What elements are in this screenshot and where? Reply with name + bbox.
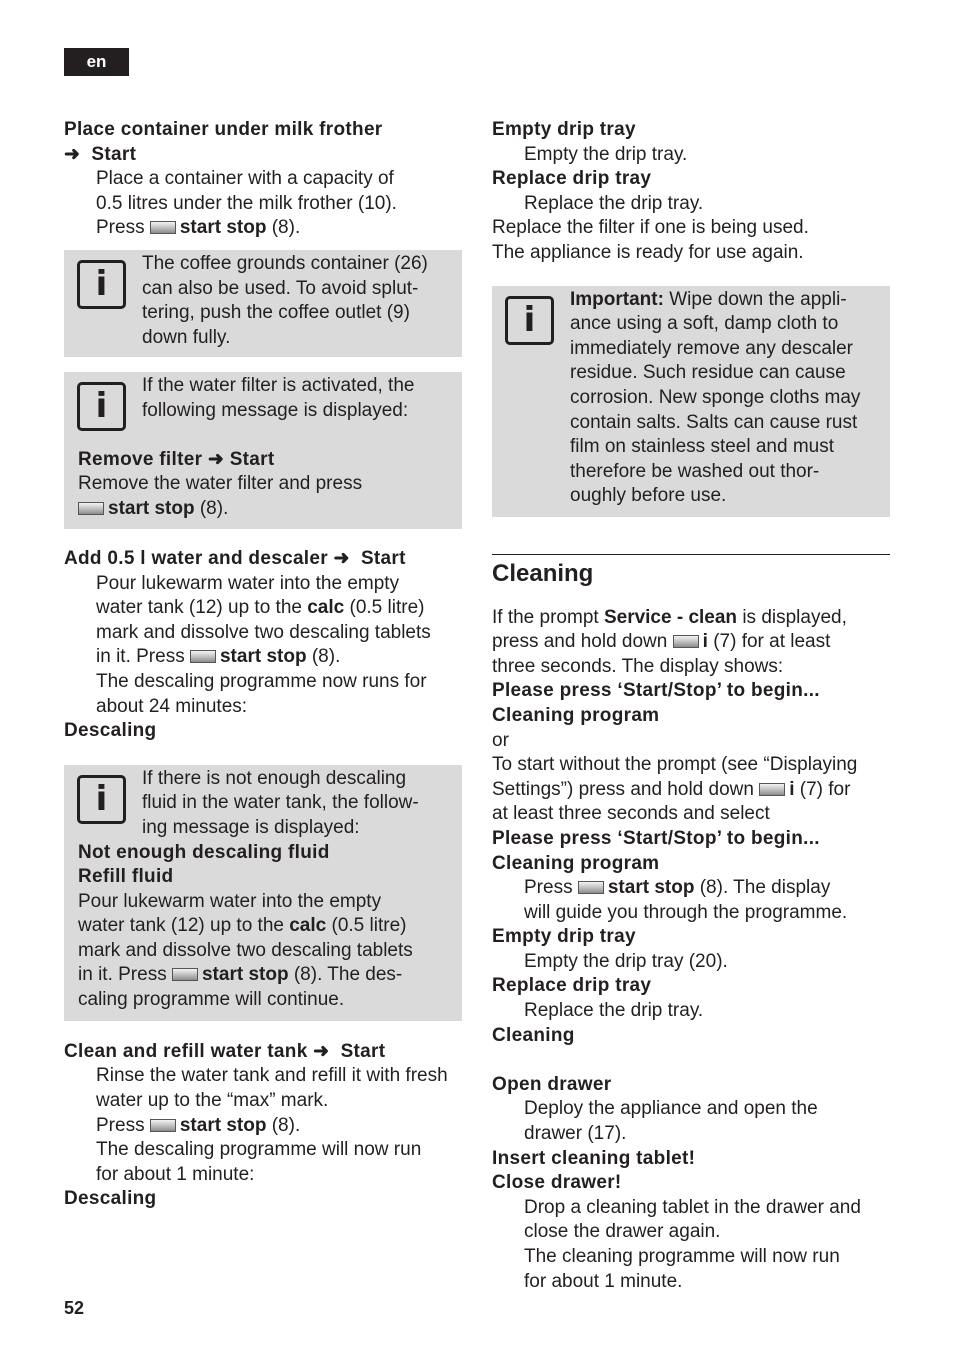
body-text: If the prompt [492, 606, 599, 628]
info-text: water tank (12) up to the [78, 915, 284, 937]
step-text: The appliance is ready for use again. [492, 241, 804, 263]
step-text: Place a container with a capacity of [96, 168, 394, 190]
display-status: Descaling [64, 720, 157, 742]
info-text: Pour lukewarm water into the empty [78, 890, 382, 912]
step-text: mark and dissolve two descaling tablets [96, 621, 431, 643]
i-button-icon [673, 635, 699, 648]
step-text: Drop a cleaning tablet in the drawer and [524, 1196, 861, 1218]
step-text: for about 1 minute: [96, 1163, 255, 1185]
right-arrow-icon: ➜ [313, 1040, 330, 1062]
info-icon: i [77, 382, 126, 431]
display-message: Close drawer! [492, 1172, 622, 1194]
body-text: (7) for [799, 778, 851, 800]
step-title: Place container under milk frother [64, 119, 383, 140]
start-label: Start [91, 143, 137, 165]
start-stop-button-icon [150, 1119, 176, 1132]
display-message: Cleaning [492, 1024, 575, 1046]
info-box-important [492, 286, 890, 517]
step-title: Clean and refill water tank [64, 1040, 308, 1062]
start-stop-button-icon [78, 502, 104, 515]
display-message: Empty drip tray [492, 926, 636, 948]
info-text: (0.5 litre) [331, 915, 407, 937]
display-message: Refill fluid [78, 866, 174, 888]
info-text: Remove the water filter and press [78, 473, 363, 495]
press-text: Press [524, 877, 573, 899]
info-icon: i [77, 260, 126, 309]
step-title: Add 0.5 l water and descaler [64, 547, 328, 569]
cleaning-section [492, 606, 890, 1295]
right-column [492, 118, 890, 1294]
display-message: Open drawer [492, 1073, 612, 1095]
info-text: oughly before use. [570, 485, 727, 507]
info-icon: i [505, 296, 554, 345]
start-stop-button-icon [172, 968, 198, 981]
important-label: Important: [570, 288, 664, 310]
info-text: mark and dissolve two descaling tablets [78, 939, 413, 961]
ref-text: (8). [199, 497, 229, 519]
ref-text: (8). [271, 1114, 301, 1136]
info-text: caling programme will continue. [78, 989, 345, 1011]
body-text: or [492, 729, 509, 751]
body-text: To start without the prompt (see “Displaying [492, 754, 858, 776]
info-text: The coffee grounds container (26) [142, 252, 428, 274]
display-message: Replace drip tray [492, 975, 652, 997]
step-text: about 24 minutes: [96, 695, 248, 717]
body-text: will guide you through the programme. [524, 901, 848, 923]
info-text: ing message is displayed: [142, 816, 360, 838]
info-text: in it. Press [78, 964, 167, 986]
body-text: press and hold down [492, 631, 668, 653]
body-text: (8). The display [699, 877, 831, 899]
step-text: in it. Press [96, 646, 185, 668]
info-text: immediately remove any descaler [570, 337, 854, 359]
info-text: can also be used. To avoid splut- [142, 277, 419, 299]
display-message: Empty drip tray [492, 119, 636, 140]
button-label: start stop [607, 877, 695, 899]
body-text: Settings”) press and hold down [492, 778, 754, 800]
display-message: Service - clean [603, 606, 738, 628]
info-text: following message is displayed: [142, 399, 409, 421]
step-text: The cleaning programme will now run [524, 1246, 840, 1267]
info-text: If the water filter is activated, the [142, 374, 415, 396]
display-message: Remove filter [78, 448, 203, 470]
press-text: Press [96, 217, 145, 239]
step-text: water tank (12) up to the [96, 597, 302, 619]
button-label: start stop [108, 497, 195, 519]
info-box-filter [64, 372, 462, 529]
info-box-descaling-fluid [64, 765, 462, 1021]
step-text: The descaling programme now runs for [96, 670, 427, 692]
step-text: drawer (17). [524, 1123, 627, 1145]
press-text: Press [96, 1114, 145, 1136]
info-icon: i [77, 775, 126, 824]
ref-text: (8). [311, 646, 341, 668]
button-label: i [702, 631, 708, 653]
ref-text: (8). [271, 217, 301, 239]
info-text: ance using a soft, damp cloth to [570, 313, 839, 335]
step-text: Empty the drip tray (20). [524, 950, 728, 972]
calc-mark: calc [289, 915, 327, 937]
start-stop-button-icon [150, 221, 176, 234]
info-text: tering, push the coffee outlet (9) [142, 302, 410, 324]
start-stop-button-icon [578, 881, 604, 894]
right-arrow-icon: ➜ [64, 143, 81, 165]
info-text: Wipe down the appli- [669, 288, 847, 310]
info-box-grounds [64, 250, 462, 357]
start-label: Start [229, 448, 275, 470]
step-place-container [64, 118, 462, 241]
info-text: therefore be washed out thor- [570, 460, 820, 482]
info-text: fluid in the water tank, the follow- [142, 792, 419, 814]
step-text: Replace the drip tray. [524, 192, 704, 214]
body-text: at least three seconds and select [492, 803, 770, 825]
display-message: Cleaning program [492, 852, 660, 874]
step-text: Deploy the appliance and open the [524, 1098, 818, 1120]
left-column [64, 118, 462, 1212]
step-text: Replace the drip tray. [524, 1000, 704, 1022]
section-title-cleaning: Cleaning [492, 559, 594, 587]
right-arrow-icon: ➜ [207, 448, 225, 470]
display-message: Insert cleaning tablet! [492, 1147, 696, 1169]
i-button-icon [759, 783, 785, 796]
start-stop-button-icon [190, 650, 216, 663]
page-number: 52 [64, 1298, 85, 1318]
step-add-descaler [64, 547, 462, 744]
step-clean-refill [64, 1040, 462, 1212]
step-text: Empty the drip tray. [524, 143, 688, 165]
language-tab: en [64, 48, 129, 76]
button-label: start stop [201, 964, 289, 986]
step-text: for about 1 minute. [524, 1270, 683, 1292]
display-message: Cleaning program [492, 704, 660, 726]
step-text: The descaling programme will now run [96, 1139, 422, 1161]
display-message: Not enough descaling fluid [78, 841, 330, 863]
info-text: down fully. [142, 326, 231, 348]
info-text: residue. Such residue can cause [570, 362, 846, 384]
drip-tray-steps [492, 118, 890, 266]
info-text: If there is not enough descaling [142, 767, 407, 789]
button-label: start stop [179, 1114, 267, 1136]
button-label: start stop [219, 646, 307, 668]
body-text: three seconds. The display shows: [492, 655, 784, 677]
step-text: water up to the “max” mark. [96, 1089, 329, 1111]
display-status: Descaling [64, 1188, 157, 1210]
display-message: Replace drip tray [492, 168, 652, 190]
step-text: close the drawer again. [524, 1221, 721, 1243]
body-text: (7) for at least [713, 631, 831, 653]
start-label: Start [360, 547, 406, 569]
step-text: (0.5 litre) [349, 597, 425, 619]
button-label: start stop [179, 217, 267, 239]
calc-mark: calc [307, 597, 345, 619]
info-text: contain salts. Salts can cause rust [570, 411, 858, 433]
start-label: Start [340, 1040, 386, 1062]
step-text: Replace the filter if one is being used. [492, 217, 809, 239]
step-text: Rinse the water tank and refill it with fresh [96, 1065, 448, 1087]
step-text: Pour lukewarm water into the empty [96, 572, 400, 594]
info-text: corrosion. New sponge cloths may [570, 386, 861, 408]
step-text: 0.5 litres under the milk frother (10). [96, 192, 397, 214]
info-text: film on stainless steel and must [570, 436, 835, 458]
body-text: is displayed, [742, 606, 847, 628]
display-message: Please press ‘Start/Stop’ to begin... [492, 680, 820, 702]
right-arrow-icon: ➜ [333, 547, 350, 569]
info-text: (8). The des- [293, 964, 403, 986]
display-message: Please press ‘Start/Stop’ to begin... [492, 827, 820, 849]
button-label: i [789, 778, 795, 800]
